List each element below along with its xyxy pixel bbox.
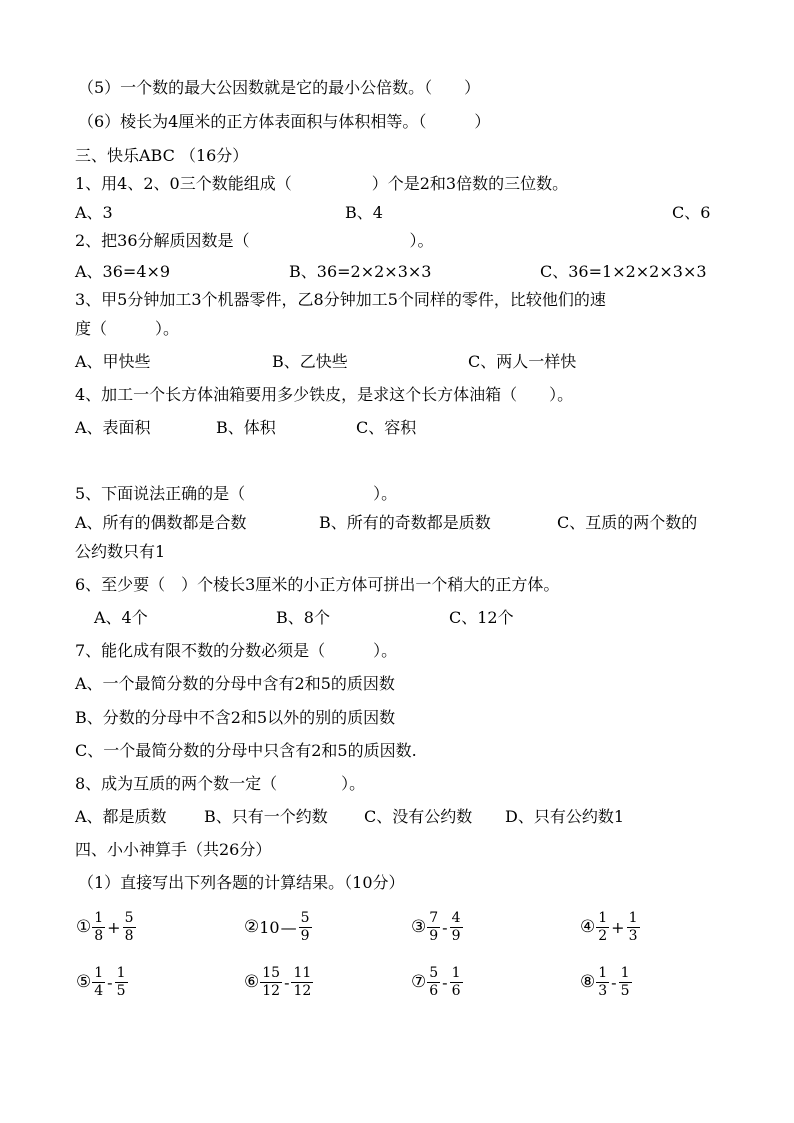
- operator: -: [284, 972, 290, 992]
- denominator: 3: [628, 927, 638, 944]
- fraction: [291, 965, 313, 1000]
- calc-problem-4: [580, 904, 641, 950]
- section-3-heading: 三、快乐ABC （16分）: [75, 146, 249, 165]
- fraction: [427, 910, 440, 945]
- q7-option-a: A、一个最简分数的分母中含有2和5的质因数: [75, 674, 395, 693]
- fraction: [427, 965, 440, 1000]
- q1-option-b: B、4: [345, 203, 383, 222]
- denominator: 6: [451, 982, 461, 999]
- operator: -: [442, 917, 448, 937]
- section-4-heading: 四、小小神算手（共26分）: [75, 840, 272, 859]
- q7-option-b: B、分数的分母中不含2和5以外的别的质因数: [75, 708, 396, 727]
- question-8: 8、成为互质的两个数一定（ ）。: [75, 774, 366, 793]
- numerator: 1: [94, 964, 104, 981]
- q8-option-a: A、都是质数: [75, 807, 167, 826]
- q1-option-a: A、3: [75, 203, 113, 222]
- denominator: 12: [262, 982, 281, 999]
- numerator: 11: [293, 964, 312, 981]
- q5-option-c-continued: 公约数只有1: [75, 542, 166, 561]
- q4-option-a: A、表面积: [75, 418, 151, 437]
- fraction: [450, 910, 463, 945]
- numerator: 5: [124, 909, 134, 926]
- q4-option-b: B、体积: [216, 418, 276, 437]
- operator: -: [107, 972, 113, 992]
- whole-number: 10: [259, 917, 280, 937]
- problem-number: ②: [244, 917, 260, 937]
- denominator: 5: [116, 982, 126, 999]
- denominator: 5: [620, 982, 630, 999]
- q2-option-b: B、36=2×2×3×3: [289, 262, 432, 281]
- question-4: 4、加工一个长方体油箱要用多少铁皮，是求这个长方体油箱（ ）。: [75, 385, 574, 404]
- numerator: 5: [429, 964, 439, 981]
- fraction: [596, 910, 609, 945]
- numerator: 15: [262, 964, 281, 981]
- fraction: [92, 965, 105, 1000]
- problem-number: ⑤: [76, 972, 92, 992]
- calc-instruction: （1）直接写出下列各题的计算结果。（10分）: [78, 873, 405, 892]
- q3-option-c: C、两人一样快: [468, 352, 577, 371]
- fraction: [627, 910, 640, 945]
- denominator: 9: [429, 927, 439, 944]
- question-3-line-2: 度（ ）。: [75, 319, 180, 338]
- question-7: 7、能化成有限不数的分数必须是（ ）。: [75, 641, 398, 660]
- calc-problem-6: [244, 959, 314, 1005]
- operator: -: [442, 972, 448, 992]
- operator: +: [611, 917, 625, 937]
- q3-option-b: B、乙快些: [272, 352, 348, 371]
- numerator: 1: [598, 964, 608, 981]
- problem-number: ③: [411, 917, 427, 937]
- calc-problem-5: [76, 959, 129, 1005]
- numerator: 1: [94, 909, 104, 926]
- q8-option-b: B、只有一个约数: [204, 807, 328, 826]
- fraction: [92, 910, 105, 945]
- numerator: 5: [300, 909, 310, 926]
- fraction: [123, 910, 136, 945]
- calc-problem-7: [411, 959, 464, 1005]
- fraction: [619, 965, 632, 1000]
- q6-option-b: B、8个: [276, 608, 330, 627]
- q1-option-c: C、6: [672, 203, 711, 222]
- denominator: 6: [429, 982, 439, 999]
- denominator: 8: [124, 927, 134, 944]
- fraction: [299, 910, 312, 945]
- question-1: 1、用4、2、0三个数能组成（ ）个是2和3倍数的三位数。: [75, 174, 569, 193]
- numerator: 4: [451, 909, 461, 926]
- numerator: 1: [451, 964, 461, 981]
- fraction: [115, 965, 128, 1000]
- denominator: 4: [94, 982, 104, 999]
- denominator: 2: [598, 927, 608, 944]
- denominator: 9: [300, 927, 310, 944]
- numerator: 1: [116, 964, 126, 981]
- judgement-item-5: （5）一个数的最大公因数就是它的最小公倍数。（ ）: [78, 78, 481, 97]
- q2-option-c: C、36=1×2×2×3×3: [540, 262, 707, 281]
- q4-option-c: C、容积: [356, 418, 417, 437]
- numerator: 1: [620, 964, 630, 981]
- question-2: 2、把36分解质因数是（ ）。: [75, 231, 434, 250]
- judgement-item-6: （6）棱长为4厘米的正方体表面积与体积相等。（ ）: [78, 112, 491, 131]
- question-6: 6、至少要（ ）个棱长3厘米的小正方体可拼出一个稍大的正方体。: [75, 575, 560, 594]
- q5-option-a: A、所有的偶数都是合数: [75, 513, 247, 532]
- q7-option-c: C、一个最简分数的分母中只含有2和5的质因数.: [75, 741, 417, 760]
- fraction: [450, 965, 463, 1000]
- operator: +: [107, 917, 121, 937]
- question-3-line-1: 3、甲5分钟加工3个机器零件，乙8分钟加工5个同样的零件，比较他们的速: [75, 290, 606, 309]
- problem-number: ⑦: [411, 972, 427, 992]
- fraction: [596, 965, 609, 1000]
- q2-option-a: A、36=4×9: [75, 262, 171, 281]
- fraction: [260, 965, 282, 1000]
- q6-option-c: C、12个: [449, 608, 514, 627]
- operator: -: [611, 972, 617, 992]
- q5-option-c: C、互质的两个数的: [557, 513, 698, 532]
- calc-problem-1: [76, 904, 137, 950]
- calc-problem-8: [580, 959, 633, 1005]
- problem-number: ⑥: [244, 972, 260, 992]
- q5-option-b: B、所有的奇数都是质数: [319, 513, 491, 532]
- denominator: 9: [451, 927, 461, 944]
- calc-problem-2: [244, 904, 313, 950]
- numerator: 1: [598, 909, 608, 926]
- denominator: 3: [598, 982, 608, 999]
- denominator: 12: [293, 982, 312, 999]
- q6-option-a: A、4个: [94, 608, 148, 627]
- problem-number: ①: [76, 917, 92, 937]
- operator: —: [280, 917, 297, 937]
- numerator: 7: [429, 909, 439, 926]
- numerator: 1: [628, 909, 638, 926]
- problem-number: ④: [580, 917, 596, 937]
- q3-option-a: A、甲快些: [75, 352, 151, 371]
- problem-number: ⑧: [580, 972, 596, 992]
- q8-option-c: C、没有公约数: [364, 807, 473, 826]
- question-5: 5、下面说法正确的是（ ）。: [75, 484, 398, 503]
- denominator: 8: [94, 927, 104, 944]
- calc-problem-3: [411, 904, 464, 950]
- q8-option-d: D、只有公约数1: [505, 807, 625, 826]
